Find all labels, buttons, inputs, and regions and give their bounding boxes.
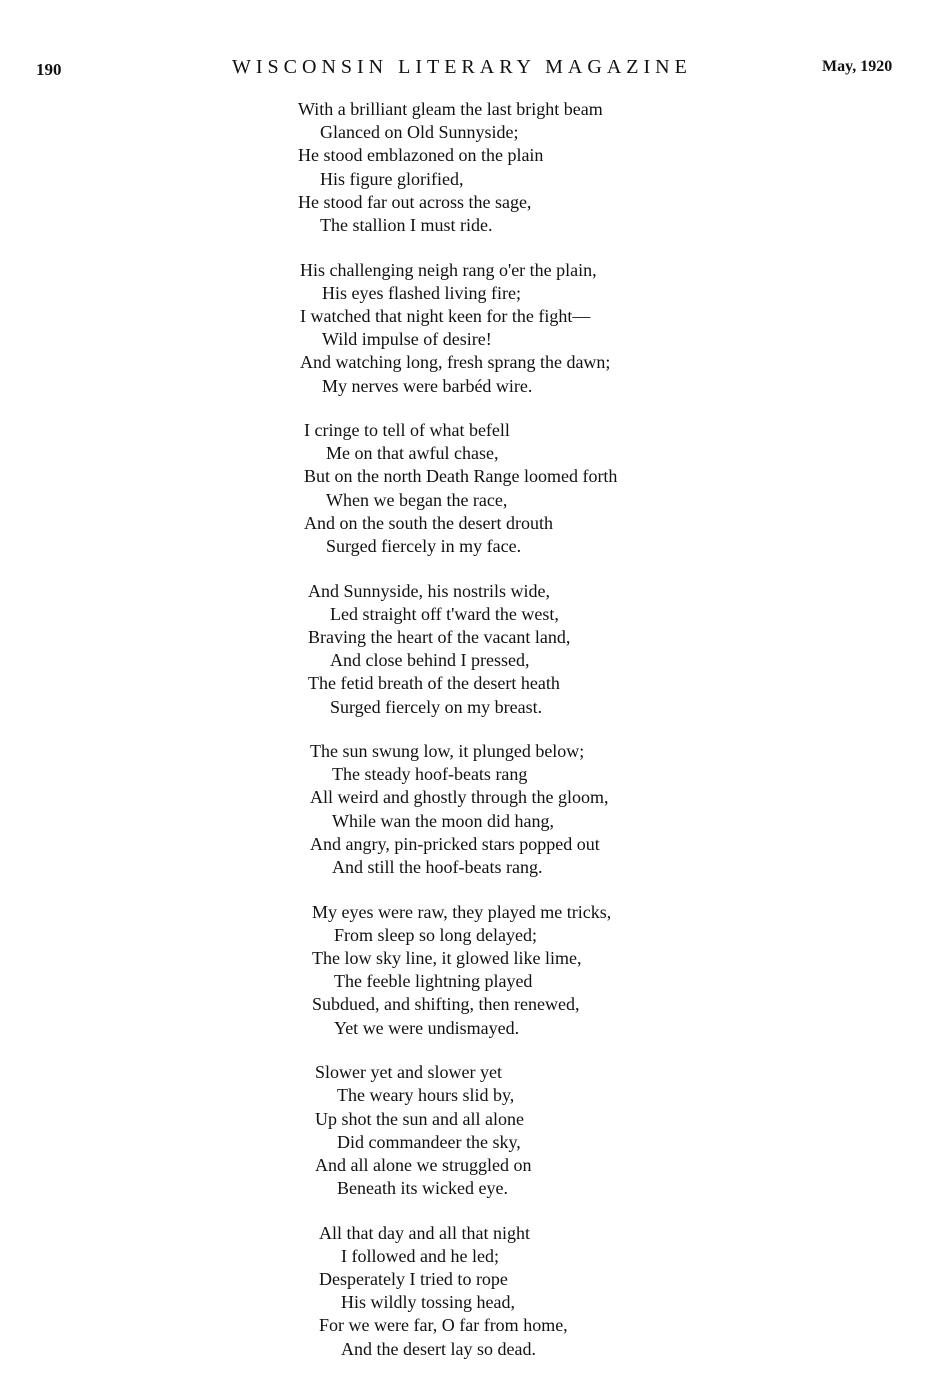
- poem-line: Wild impulse of desire!: [322, 329, 492, 350]
- poem-line: Surged fiercely in my face.: [326, 536, 522, 557]
- poem-line: I followed and he led;: [341, 1245, 499, 1266]
- poem-line: While wan the moon did hang,: [332, 810, 554, 831]
- poem-line: Up shot the sun and all alone: [315, 1108, 524, 1129]
- poem-line: When we began the race,: [326, 489, 508, 510]
- poem-line: And on the south the desert drouth: [304, 512, 553, 533]
- stanza: [308, 580, 718, 719]
- poem-line: He stood far out across the sage,: [298, 191, 532, 212]
- page-header: [0, 56, 952, 86]
- stanza: [315, 1061, 718, 1200]
- poem-line: Braving the heart of the vacant land,: [308, 626, 571, 647]
- poem-line: My nerves were barbéd wire.: [322, 375, 533, 396]
- poem-line: The fetid breath of the desert heath: [308, 673, 560, 694]
- poem-line: He stood emblazoned on the plain: [298, 145, 544, 166]
- poem-line: And angry, pin-pricked stars popped out: [310, 833, 600, 854]
- poem-line: All weird and ghostly through the gloom,: [310, 787, 609, 808]
- poem-line: Slower yet and slower yet: [315, 1062, 502, 1083]
- poem-line: Beneath its wicked eye.: [337, 1178, 508, 1199]
- poem-line: Did commandeer the sky,: [337, 1131, 521, 1152]
- poem-line: His challenging neigh rang o'er the plain,: [300, 259, 597, 280]
- poem-line: Surged fiercely on my breast.: [330, 696, 543, 717]
- poem-line: All that day and all that night: [319, 1222, 530, 1243]
- poem-line: I cringe to tell of what befell: [304, 420, 510, 441]
- poem-body: [298, 98, 718, 1382]
- issue-date: May, 1920: [822, 58, 893, 75]
- poem-line: And close behind I pressed,: [330, 650, 530, 671]
- stanza: [300, 259, 718, 398]
- poem-line: His wildly tossing head,: [341, 1292, 515, 1313]
- stanza: [310, 740, 718, 879]
- poem-line: The low sky line, it glowed like lime,: [312, 947, 582, 968]
- poem-line: With a brilliant gleam the last bright beam: [298, 99, 603, 119]
- poem-line: The stallion I must ride.: [320, 215, 493, 236]
- poem-line: Subdued, and shifting, then renewed,: [312, 994, 580, 1015]
- poem-line: The weary hours slid by,: [337, 1085, 515, 1106]
- poem-line: His eyes flashed living fire;: [322, 282, 521, 303]
- stanza: [298, 98, 718, 237]
- magazine-title: WISCONSIN LITERARY MAGAZINE: [232, 56, 692, 78]
- stanza: [319, 1222, 718, 1361]
- poem-line: And watching long, fresh sprang the dawn;: [300, 352, 611, 373]
- poem-line: For we were far, O far from home,: [319, 1315, 568, 1336]
- poem-line: The sun swung low, it plunged below;: [310, 741, 585, 762]
- poem-line: Led straight off t'ward the west,: [330, 603, 559, 624]
- poem-line: Glanced on Old Sunnyside;: [320, 122, 519, 143]
- poem-line: And the desert lay so dead.: [341, 1338, 536, 1359]
- stanza: [304, 419, 718, 558]
- poem-line: My eyes were raw, they played me tricks,: [312, 901, 612, 922]
- poem-line: And still the hoof-beats rang.: [332, 857, 543, 878]
- poem-line: The feeble lightning played: [334, 971, 533, 992]
- poem-line: The steady hoof-beats rang: [332, 764, 528, 785]
- page-number: 190: [36, 60, 62, 79]
- stanza: [312, 901, 718, 1040]
- poem-line: But on the north Death Range loomed forth: [304, 466, 618, 487]
- poem-line: Desperately I tried to rope: [319, 1269, 508, 1290]
- poem-line: His figure glorified,: [320, 168, 464, 189]
- poem-line: Yet we were undismayed.: [334, 1017, 520, 1038]
- poem-line: I watched that night keen for the fight—: [300, 305, 591, 326]
- poem-line: And Sunnyside, his nostrils wide,: [308, 580, 551, 601]
- poem-line: Me on that awful chase,: [326, 443, 499, 464]
- poem-line: From sleep so long delayed;: [334, 924, 537, 945]
- poem-line: And all alone we struggled on: [315, 1154, 532, 1175]
